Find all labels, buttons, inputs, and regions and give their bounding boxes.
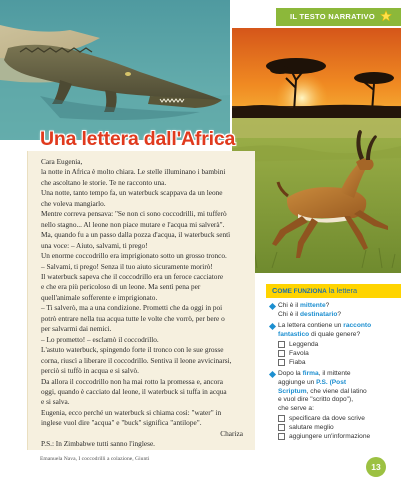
- q3-text-5: che serve a:: [278, 404, 314, 412]
- q3-text: Dopo la: [278, 370, 303, 378]
- q2-highlight: racconto: [343, 322, 372, 330]
- star-icon: [380, 10, 392, 22]
- letter-line: – Salvami, ti prego! Senza il tuo aiuto sicuramente morirò!: [41, 261, 213, 271]
- q2-text-end: di quale genere?: [309, 330, 361, 338]
- q1-text: Chi è il: [278, 302, 300, 309]
- letter-line: perciò si tuffò in acqua e si salvò.: [41, 366, 139, 376]
- q2-text: La lettera contiene un: [278, 322, 344, 330]
- question-postscript: [270, 370, 401, 441]
- q3-highlight: firma: [302, 370, 319, 378]
- q3-text-3: , che viene dal latino: [306, 387, 367, 395]
- letter-line: corna, riuscì a liberare il coccodrillo. Sentiva il leone avvicinarsi,: [41, 355, 232, 365]
- q1-text-2: Chi è il: [278, 310, 300, 318]
- title-initial: C: [272, 286, 278, 295]
- letter-line: Un enorme coccodrillo era imprigionato sotto un grosso tronco.: [41, 251, 227, 261]
- postscript-options: [278, 414, 401, 441]
- option-where-written[interactable]: [278, 414, 401, 423]
- letter-line: L'astuto waterbuck, spingendo forte il tronco con le sue grosse: [41, 345, 224, 355]
- letter-line: Una notte, tanto tempo fa, un waterbuck scappava da un leone: [41, 188, 223, 198]
- q1-highlight-recipient: destinatario: [300, 310, 338, 318]
- title-rest: la lettera: [326, 286, 358, 295]
- diamond-bullet-icon: [269, 303, 276, 310]
- letter-line: nello stagno... Al leone non piace mutare e l'acqua mi salverà".: [41, 219, 225, 229]
- letter-line: oggi, quando è cacciato dal leone, il waterbuck si tuffa in acqua: [41, 386, 227, 396]
- option-label: Favola: [289, 349, 309, 357]
- letter-line: Ma, quando fu a un passo dalla pozza d'acqua, il waterbuck sentì: [41, 230, 231, 240]
- letter-text: [41, 157, 261, 450]
- checkbox[interactable]: [278, 359, 285, 366]
- letter-line: quell'animale sofferente e imprigionato.: [41, 292, 158, 302]
- letter-line: una voce: – Aiuto, salvami, ti prego!: [41, 240, 148, 250]
- letter-line: Il waterbuck sapeva che il coccodrillo era un feroce cacciatore: [41, 271, 224, 281]
- page-title: Una lettera dall'Africa: [40, 128, 236, 150]
- crocodile-photo: [0, 0, 230, 140]
- q3-text-4: e vuol dire "scritto dopo"),: [278, 396, 354, 404]
- checkbox[interactable]: [278, 341, 285, 348]
- letter-line: – Lo prometto! – esclamò il coccodrillo.: [41, 334, 159, 344]
- checkbox[interactable]: [278, 433, 285, 440]
- letter-line: per salvarmi dai nemici.: [41, 324, 112, 334]
- letter-line: Da allora il coccodrillo non ha mai rotto la promessa e, ancora: [41, 376, 223, 386]
- letter-line: Cara Eugenia,: [41, 157, 83, 166]
- q1-text-end: ?: [325, 302, 330, 309]
- q1-highlight-sender: mittente: [300, 302, 326, 309]
- option-fiaba[interactable]: [278, 358, 401, 367]
- question-list: [266, 298, 401, 441]
- letter-postscript: P.S.: In Zimbabwe tutti sanno l'inglese.: [41, 439, 156, 449]
- letter-line: che voleva mangiarlo.: [41, 198, 106, 208]
- title-caps: OME FUNZIONA: [277, 288, 327, 295]
- q1-text-2-end: ?: [337, 310, 342, 318]
- q2-highlight-2: fantastico: [278, 330, 310, 338]
- q3-highlight-2: P.S. (Post: [316, 378, 347, 386]
- option-label: aggiungere un'informazione: [289, 432, 371, 440]
- letter-line: – Ti salverò, ma a una condizione. Prometti che da oggi in poi: [41, 303, 223, 313]
- option-favola[interactable]: [278, 349, 401, 358]
- letter-line: che ascoltano le storie. Te ne racconto una.: [41, 177, 167, 187]
- option-label: Leggenda: [289, 340, 319, 348]
- letter-line: inglese vuol dire "acqua" e "buck" significa "antilope".: [41, 418, 202, 428]
- checkbox[interactable]: [278, 424, 285, 431]
- how-it-works-title: [266, 284, 401, 298]
- letter-line: la notte in Africa è molto chiara. Le stelle illuminano i bambini: [41, 167, 226, 177]
- option-label: salutare meglio: [289, 423, 334, 431]
- option-label: specificare da dove scrive: [289, 414, 365, 422]
- letter-line: potrò entrare nella tua acqua tutte le volte che vorrò, per bere o: [41, 313, 225, 323]
- option-label: Fiaba: [289, 358, 306, 366]
- diamond-bullet-icon: [269, 371, 276, 378]
- letter-panel: [27, 151, 255, 450]
- letter-line: e si salva.: [41, 397, 70, 407]
- q3-highlight-3: Scriptum: [278, 387, 307, 395]
- source-citation: Emanuela Nava, I coccodrilli a colazione, Giunti: [40, 456, 150, 462]
- letter-signature: Chariza: [220, 428, 243, 438]
- page-number: 13: [366, 457, 386, 477]
- genre-options: [278, 340, 401, 367]
- checkbox[interactable]: [278, 350, 285, 357]
- option-add-info[interactable]: [278, 432, 401, 441]
- q3-text-2: aggiunge un: [278, 378, 317, 386]
- question-sender-recipient: [270, 302, 401, 319]
- diamond-bullet-icon: [269, 323, 276, 330]
- letter-line: e che era più pericoloso di un leone. Ma sentì pena per: [41, 282, 201, 292]
- letter-line: Eugenia, ecco perché un waterbuck si chiama così: "water" in: [41, 407, 222, 417]
- checkbox[interactable]: [278, 415, 285, 422]
- option-leggenda[interactable]: [278, 340, 401, 349]
- q3-text-mid: , il mittente: [318, 370, 351, 378]
- section-label-text: IL TESTO NARRATIVO: [290, 12, 375, 21]
- question-story-genre: [270, 322, 401, 367]
- letter-line: Mentre correva pensava: "Se non ci sono coccodrilli, mi tufferò: [41, 209, 227, 219]
- how-it-works-box: [266, 284, 401, 439]
- savanna-sunset-photo: [232, 28, 401, 123]
- option-greet-better[interactable]: [278, 423, 401, 432]
